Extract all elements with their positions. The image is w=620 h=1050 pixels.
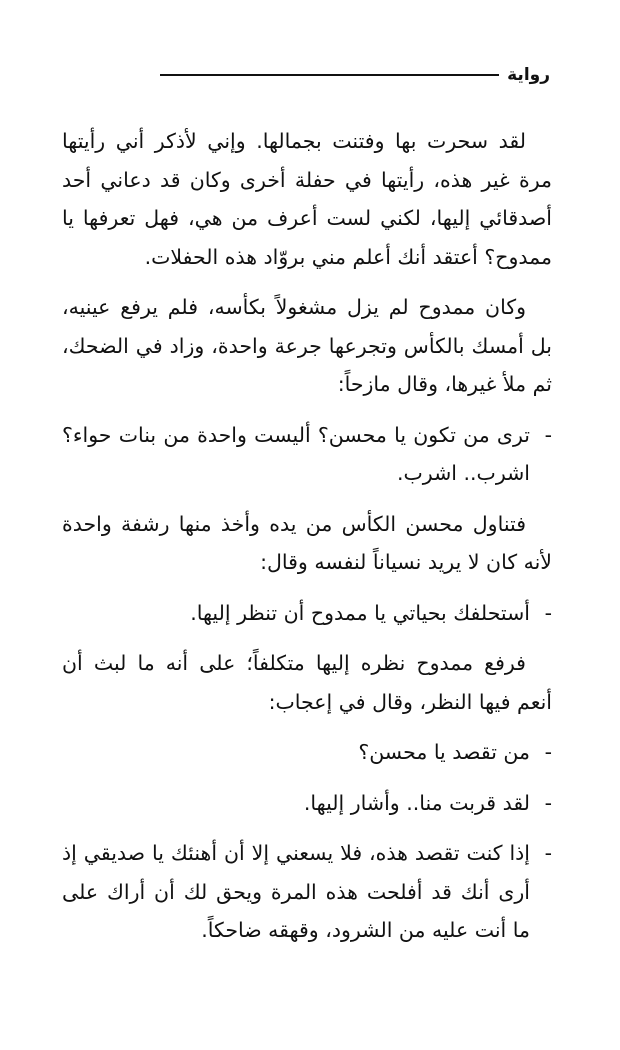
dialogue-dash: - bbox=[544, 600, 552, 625]
paragraph-1: لقد سحرت بها وفتنت بجمالها. وإني لأذكر أني رأيتها مرة غير هذه، رأيتها في حفلة أخرى وكان قد دعاني أحد أصدقائي إليها، لكني لست أعرف من هي، فهل تعرفها يا ممدوح؟ أعتقد أنك أعلم مني بروّاد هذه الحفلات. bbox=[62, 129, 552, 269]
dialogue-line-2 bbox=[62, 594, 552, 633]
paragraph-3: فتناول محسن الكأس من يده وأخذ منها رشفة واحدة لأنه كان لا يريد نسياناً لنفسه وقال: bbox=[62, 511, 552, 574]
page-body bbox=[62, 122, 552, 962]
running-header bbox=[160, 60, 550, 90]
dialogue-dash: - bbox=[544, 841, 552, 865]
dialogue-text: ترى من تكون يا محسن؟ أليست واحدة من بنات حواء؟ اشرب.. اشرب. bbox=[62, 422, 530, 485]
paragraph-4: فرفع ممدوح نظره إليها متكلفاً؛ على أنه ما لبث أن أنعم فيها النظر، وقال في إعجاب: bbox=[62, 651, 552, 714]
dialogue-text: لقد قربت منا.. وأشار إليها. bbox=[303, 790, 530, 815]
dialogue-line-1 bbox=[62, 416, 552, 493]
header-title: رواية bbox=[507, 65, 550, 85]
dialogue-line-4 bbox=[62, 784, 552, 823]
header-rule bbox=[160, 74, 499, 76]
dialogue-dash: - bbox=[544, 422, 552, 447]
dialogue-line-5 bbox=[62, 834, 552, 950]
paragraph-2: وكان ممدوح لم يزل مشغولاً بكأسه، فلم يرفع عينيه، بل أمسك بالكأس وتجرعها جرعة واحدة، وزاد في الضحك، ثم ملأ غيرها، وقال مازحاً: bbox=[62, 295, 552, 396]
dialogue-line-3 bbox=[62, 733, 552, 772]
dialogue-text: أستحلفك بحياتي يا ممدوح أن تنظر إليها. bbox=[190, 600, 530, 625]
dialogue-dash: - bbox=[544, 790, 552, 815]
dialogue-dash: - bbox=[544, 740, 552, 764]
dialogue-text: من تقصد يا محسن؟ bbox=[358, 740, 530, 764]
dialogue-text: إذا كنت تقصد هذه، فلا يسعني إلا أن أهنئك يا صديقي إذ أرى أنك قد أفلحت هذه المرة ويحق لك أن أراك على ما أنت عليه من الشرود، وقهقه ضاحكاً. bbox=[62, 841, 530, 942]
